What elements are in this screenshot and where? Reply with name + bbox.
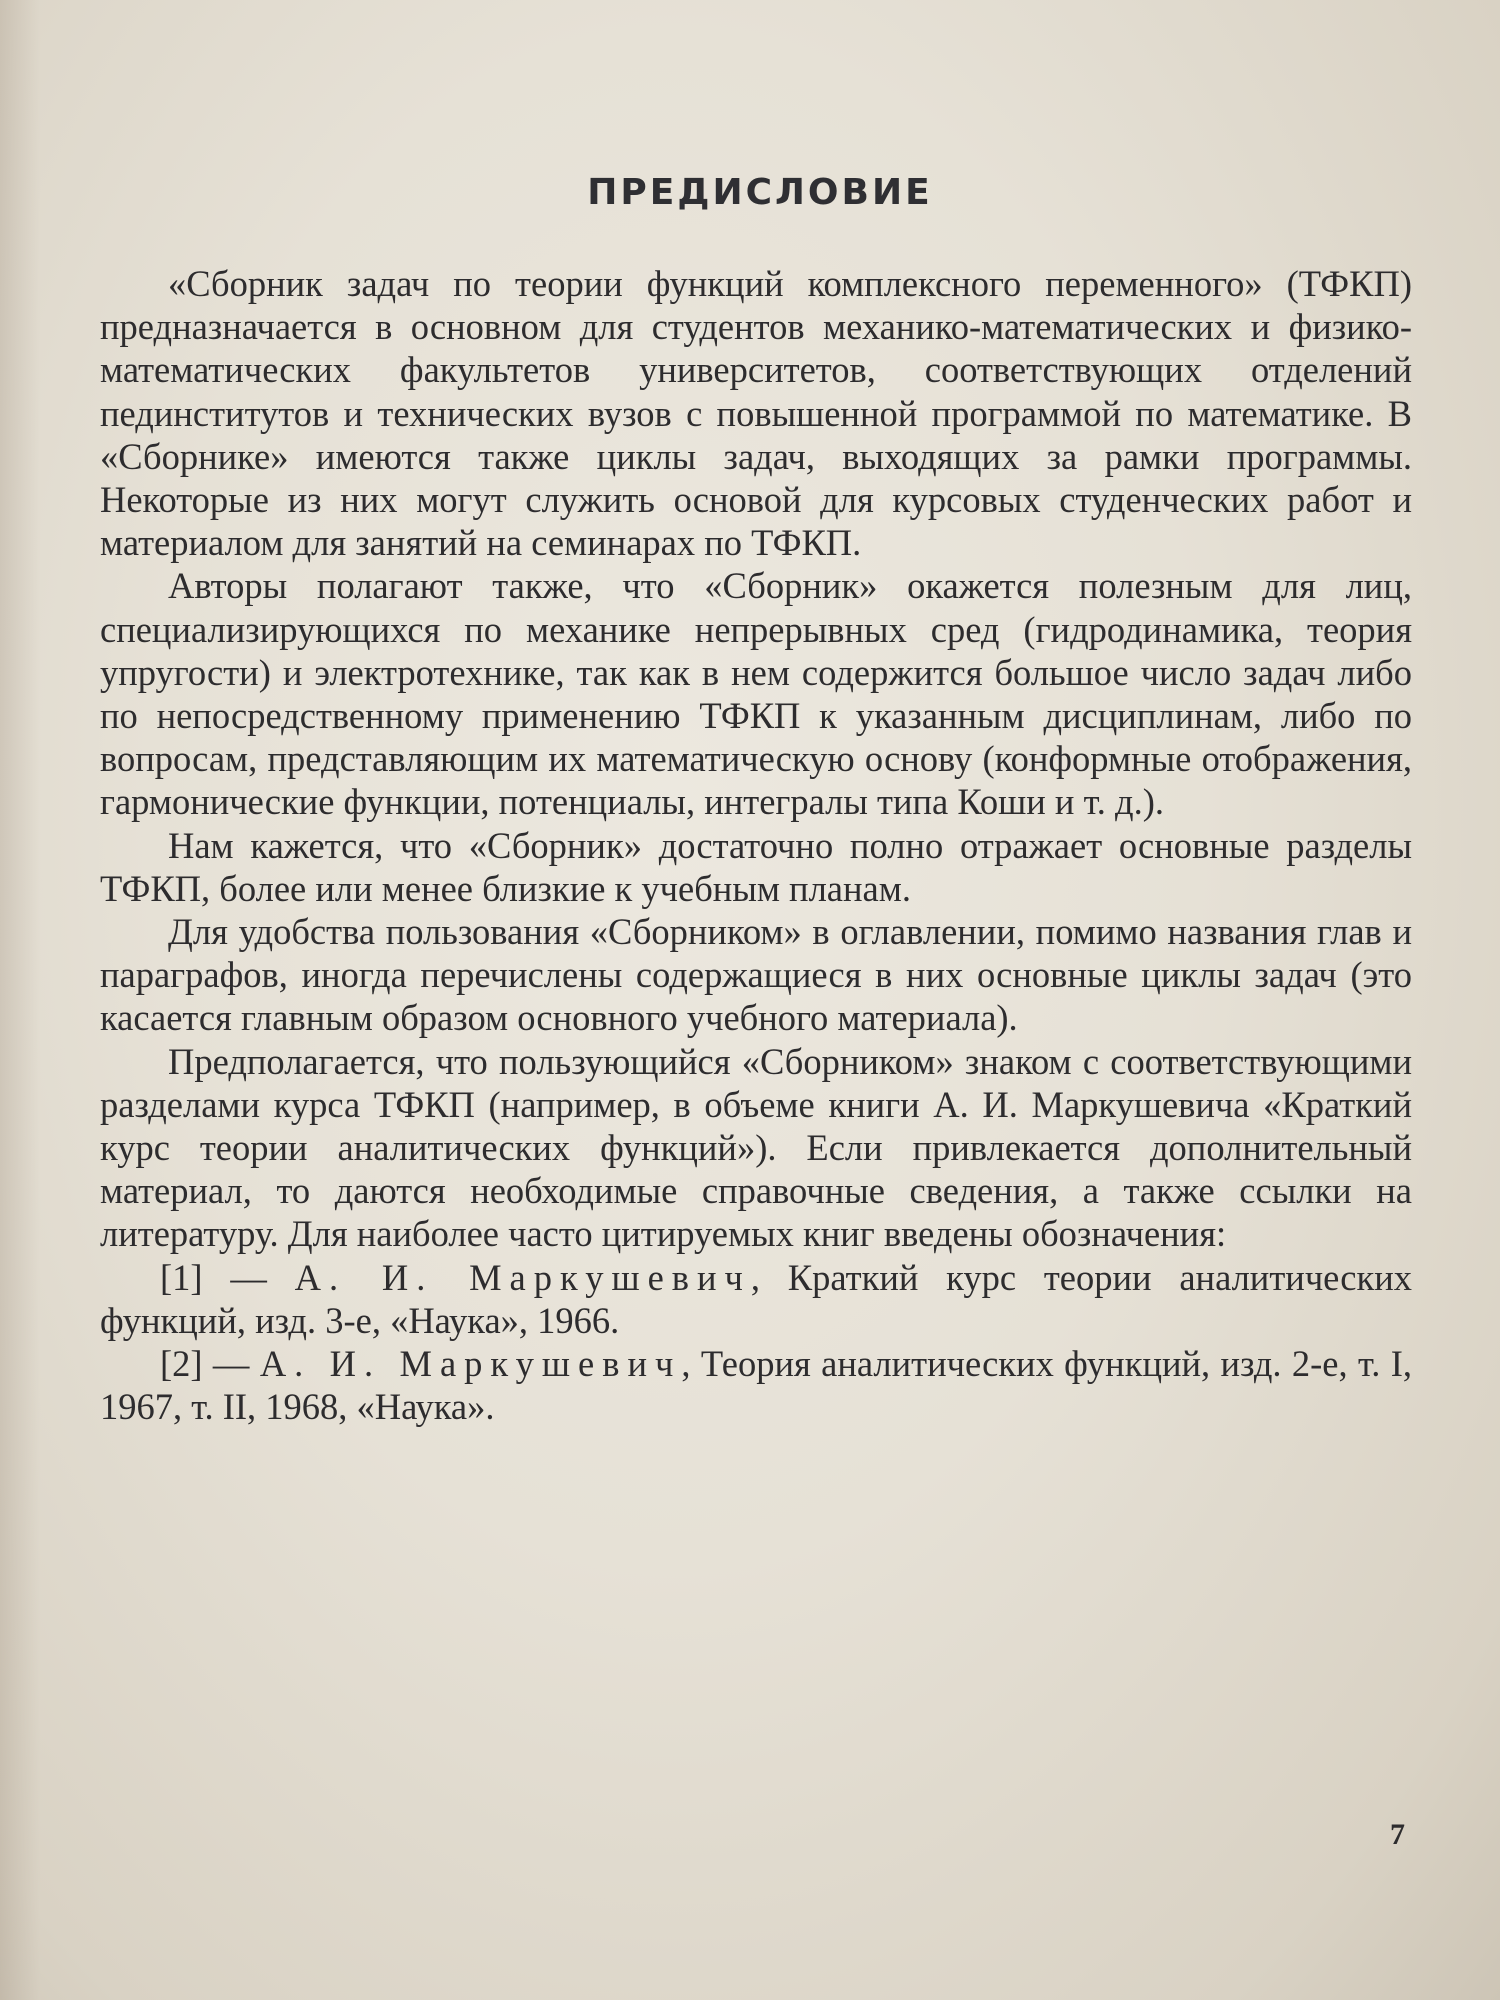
paragraph [100,564,1412,823]
paragraph [100,910,1412,1040]
reference-item [100,1256,1412,1342]
paragraph-text: Для удобства пользования «Сборником» в оглавлении, помимо названия глав и параграфов, иногда перечислены содержащиеся в них основные циклы задач (это касается главным образом основного учебного материала). [100,911,1412,1039]
paragraph-text: Авторы полагают также, что «Сборник» окажется полезным для лиц, специализирующихся по механике непрерывных сред (гидродинамика, теория упругости) и электротехнике, так как в нем содержится большое число задач либо по непосредственному применению ТФКП к указанным дисциплинам, либо по вопросам, представляющим их математическую основу (конформные отображения, гармонические функции, потенциалы, интегралы типа Коши и т. д.). [100,565,1412,823]
paragraph [100,262,1412,564]
reference-text: , Краткий курс теории аналитических функций, изд. 3-е, «Наука», 1966. [100,1256,1412,1341]
reference-dash: — [202,1256,295,1298]
reference-author: А. И. Маркушевич [259,1343,682,1385]
paragraph-text: Предполагается, что пользующийся «Сборником» знаком с соответствующими разделами курса ТФКП (например, в объеме книги А. И. Маркушевича «Краткий курс теории аналитических функций»). Если привлекается дополнительный материал, то даются необходимые справочные сведения, а также ссылки на литературу. Для наиболее часто цитируемых книг введены обозначения: [100,1040,1412,1255]
reference-author: А. И. Маркушевич [294,1256,751,1298]
reference-text: , Теория аналитических функций, изд. 2-е, т. I, 1967, т. II, 1968, «Наука». [100,1343,1412,1428]
reference-label: [2] [160,1343,203,1385]
preface-body [100,262,1412,1428]
paragraph [100,1040,1412,1256]
paragraph-text: Нам кажется, что «Сборник» достаточно полно отражает основные разделы ТФКП, более или менее близкие к учебным планам. [100,824,1412,909]
paragraph [100,824,1412,910]
page-title: ПРЕДИСЛОВИЕ [587,172,933,213]
page-number: 7 [1390,1818,1405,1851]
reference-item [100,1342,1412,1428]
reference-label: [1] [160,1256,203,1298]
reference-dash: — [202,1343,260,1385]
paragraph-text: «Сборник задач по теории функций комплексного переменного» (ТФКП) предназначается в основном для студентов механико-математических и физико-математических факультетов университетов, соответствующих отделений пединститутов и технических вузов с повышенной программой по математике. В «Сборнике» имеются также циклы задач, выходящих за рамки программы. Некоторые из них могут служить основой для курсовых студенческих работ и материалом для занятий на семинарах по ТФКП. [100,263,1412,564]
